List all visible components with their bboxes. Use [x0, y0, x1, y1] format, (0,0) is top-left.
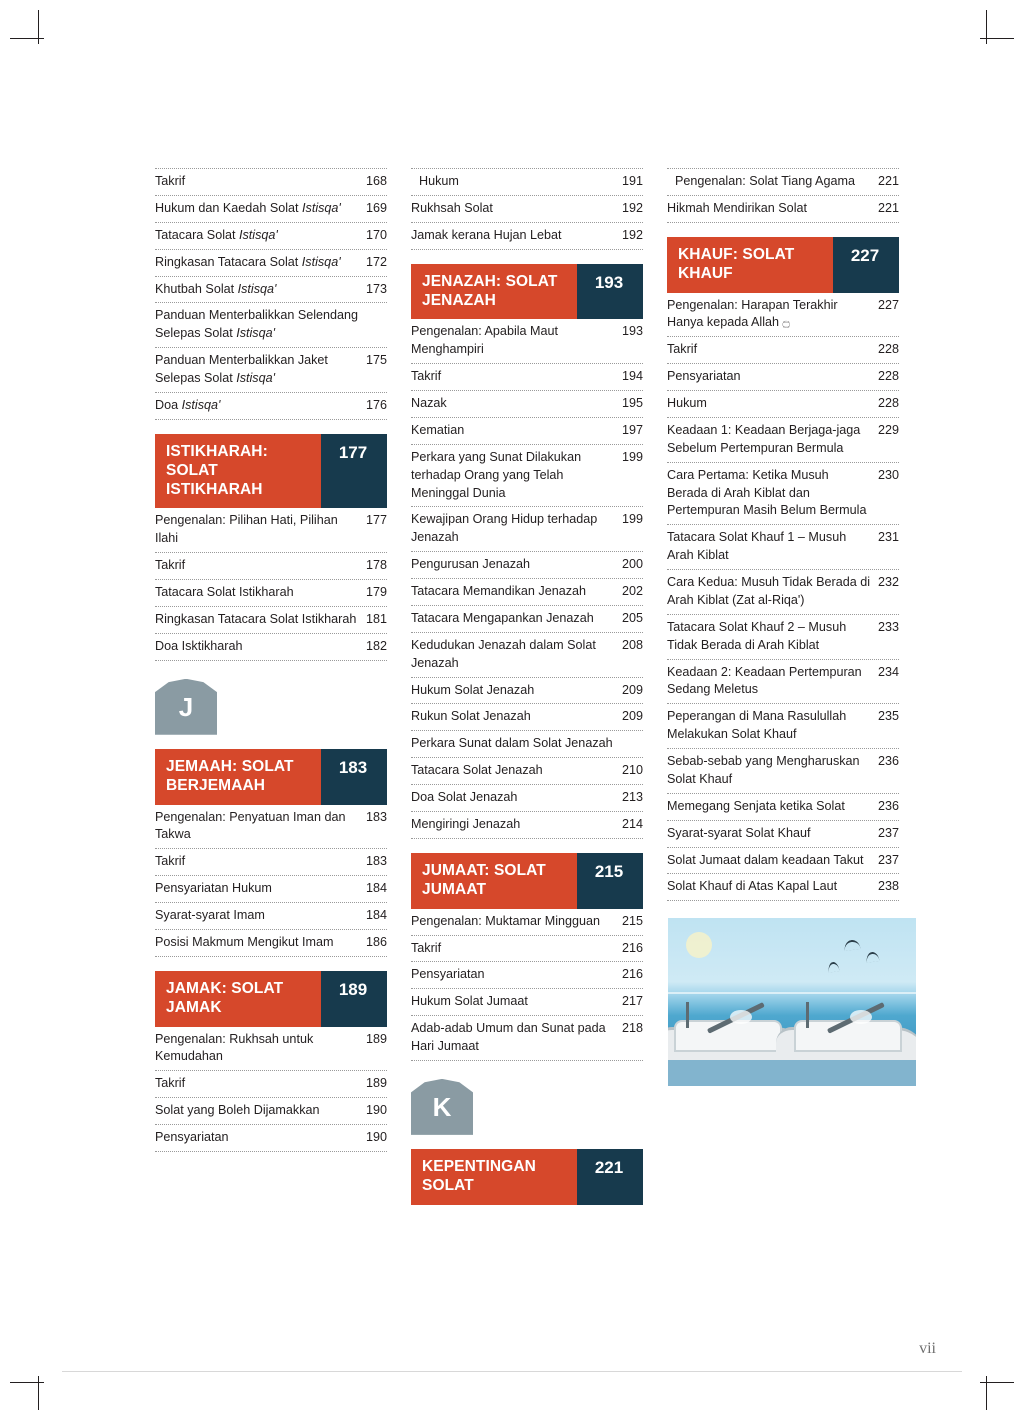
toc-section-page: 227	[833, 237, 899, 293]
toc-entry[interactable]	[667, 364, 899, 391]
toc-entry[interactable]	[155, 1125, 387, 1152]
toc-entry-title: Tatacara Memandikan Jenazah	[411, 584, 587, 599]
page-number: vii	[919, 1340, 936, 1357]
toc-entry-page: 199	[621, 512, 643, 527]
toc-entry[interactable]	[155, 553, 387, 580]
toc-entry-page: 169	[365, 200, 387, 215]
toc-entry-page: 237	[877, 852, 899, 867]
toc-entry-title: Nazak	[411, 396, 447, 411]
toc-entry[interactable]	[667, 794, 899, 821]
toc-entry-page: 168	[365, 174, 387, 188]
toc-entry-title: Pengenalan: Solat Tiang Agama	[675, 174, 855, 188]
toc-entry[interactable]	[667, 660, 899, 705]
toc-entry-page: 176	[365, 397, 387, 412]
toc-entry-page: 189	[365, 1076, 387, 1091]
toc-entry-page: 210	[621, 763, 643, 778]
toc-section-page: 189	[321, 971, 387, 1027]
toc-columns	[155, 168, 900, 1205]
toc-entry-title: Perkara Sunat dalam Solat Jenazah	[411, 736, 613, 751]
toc-entry[interactable]	[411, 731, 643, 758]
toc-entry-page: 234	[877, 664, 899, 679]
toc-entry[interactable]	[667, 874, 899, 901]
toc-section-page: 177	[321, 434, 387, 509]
toc-entry-title: Cara Pertama: Ketika Musuh Berada di Arah Kiblat dan Pertempuran Masih Belum Bermula	[667, 467, 867, 518]
toc-entry[interactable]	[667, 570, 899, 615]
toc-entry[interactable]	[155, 876, 387, 903]
toc-section-title: JUMAAT: SOLAT JUMAAT	[411, 853, 577, 909]
toc-entry-page: 227	[877, 297, 899, 312]
toc-entry-title: Panduan Menterbalikkan Selendang Selepas Solat Istisqa'	[155, 308, 359, 341]
sea-waves	[668, 1060, 916, 1086]
toc-entry-title: Kedudukan Jenazah dalam Solat Jenazah	[411, 637, 596, 670]
toc-entry-title: Pensyariatan Hukum	[155, 881, 272, 896]
toc-entry-title: Pengurusan Jenazah	[411, 557, 531, 572]
bird-icon	[827, 962, 839, 973]
toc-entry-title: Pengenalan: Pilihan Hati, Pilihan Ilahi	[155, 513, 338, 546]
toc-entry[interactable]	[411, 445, 643, 508]
toc-entry-page: 190	[365, 1130, 387, 1145]
toc-entry-title: Pengenalan: Penyatuan Iman dan Takwa	[155, 809, 346, 842]
toc-section-header[interactable]	[155, 749, 387, 805]
toc-entry-title: Panduan Menterbalikkan Jaket Selepas Solat Istisqa'	[155, 353, 328, 385]
toc-entry[interactable]	[155, 903, 387, 930]
toc-entry-title: Khutbah Solat Istisqa'	[155, 281, 277, 296]
sun-icon	[686, 932, 712, 958]
toc-entry-page: 192	[621, 227, 643, 242]
toc-entry-page: 216	[621, 940, 643, 955]
toc-section-title: JENAZAH: SOLAT JENAZAH	[411, 264, 577, 320]
toc-entry-title: Tatacara Solat Khauf 2 – Musuh Tidak Berada di Arah Kiblat	[667, 619, 847, 652]
toc-entry[interactable]	[155, 1027, 387, 1072]
toc-entry[interactable]	[155, 930, 387, 957]
toc-section-title: KHAUF: SOLAT KHAUF	[667, 237, 833, 293]
toc-entry[interactable]	[155, 393, 387, 420]
toc-entry-page: 215	[621, 913, 643, 928]
toc-entry[interactable]	[411, 989, 643, 1016]
toc-entry[interactable]	[155, 805, 387, 850]
toc-entry-page: 230	[877, 467, 899, 482]
toc-entry[interactable]	[411, 909, 643, 936]
toc-entry[interactable]	[155, 168, 387, 196]
badge-letter: K	[432, 1091, 452, 1122]
toc-entry[interactable]	[411, 785, 643, 812]
toc-section-header[interactable]	[155, 971, 387, 1027]
toc-entry-page: 221	[877, 200, 899, 215]
toc-entry-page: 199	[621, 449, 643, 464]
toc-entry-page: 228	[877, 342, 899, 357]
toc-entry-page: 216	[621, 967, 643, 982]
toc-entry-title: Keadaan 1: Keadaan Berjaga-jaga Sebelum Pertempuran Bermula	[667, 422, 861, 455]
toc-entry-title: Takrif	[155, 174, 186, 188]
warships-at-sea-illustration	[667, 917, 917, 1087]
toc-entry-page: 231	[877, 530, 899, 545]
toc-entry-page: 202	[621, 584, 643, 599]
toc-entry[interactable]	[155, 508, 387, 553]
toc-entry-page: 213	[621, 790, 643, 805]
toc-entry[interactable]	[411, 758, 643, 785]
toc-entry-title: Solat yang Boleh Dijamakkan	[155, 1103, 320, 1118]
toc-entry-title: Adab-adab Umum dan Sunat pada Hari Jumaat	[411, 1021, 606, 1053]
toc-entry[interactable]	[411, 962, 643, 989]
toc-column	[155, 168, 387, 1205]
toc-entry-page: 173	[365, 281, 387, 296]
toc-entry[interactable]	[411, 319, 643, 364]
toc-entry-page: 236	[877, 798, 899, 813]
toc-entry-page: 217	[621, 994, 643, 1009]
toc-entry[interactable]	[667, 704, 899, 749]
toc-entry-page: 190	[365, 1103, 387, 1118]
toc-entry[interactable]	[411, 936, 643, 963]
toc-entry-page: 184	[365, 881, 387, 896]
toc-entry-title: Rukhsah Solat	[411, 200, 493, 215]
toc-entry-page: 209	[621, 709, 643, 724]
toc-entry-title: Takrif	[155, 1076, 186, 1091]
toc-entry-page: 175	[365, 353, 387, 368]
toc-entry-title: Takrif	[411, 940, 442, 955]
toc-entry[interactable]	[155, 1071, 387, 1098]
toc-entry[interactable]	[667, 168, 899, 196]
toc-entry-title: Doa Solat Jenazah	[411, 790, 518, 805]
toc-section-header[interactable]	[411, 853, 643, 909]
toc-entry-page: 181	[365, 611, 387, 626]
toc-entry-title: Hukum Solat Jumaat	[411, 994, 528, 1009]
toc-entry-page: 233	[877, 619, 899, 634]
toc-entry-page: 237	[877, 825, 899, 840]
toc-entry-title: Pensyariatan	[411, 967, 485, 982]
toc-entry[interactable]	[411, 704, 643, 731]
toc-section-title: KEPENTINGAN SOLAT	[411, 1149, 577, 1205]
toc-entry-page: 194	[621, 369, 643, 384]
toc-entry-page: 172	[365, 254, 387, 269]
toc-entry-title: Pengenalan: Muktamar Mingguan	[411, 913, 601, 928]
crop-mark	[980, 1382, 1014, 1383]
toc-entry-page: 183	[365, 809, 387, 824]
toc-entry[interactable]	[411, 812, 643, 839]
toc-entry-title: Memegang Senjata ketika Solat	[667, 798, 845, 813]
toc-entry[interactable]	[667, 848, 899, 875]
toc-section-header[interactable]	[411, 264, 643, 320]
toc-entry[interactable]	[155, 634, 387, 661]
toc-entry-title: Rukun Solat Jenazah	[411, 709, 531, 724]
toc-entry-title: Pengenalan: Rukhsah untuk Kemudahan	[155, 1031, 314, 1064]
toc-entry[interactable]	[411, 391, 643, 418]
toc-entry[interactable]	[411, 223, 643, 250]
toc-entry-title: Ringkasan Tatacara Solat Istisqa'	[155, 254, 341, 269]
toc-entry-page: 238	[877, 879, 899, 894]
toc-entry[interactable]	[667, 463, 899, 526]
toc-entry-title: Hukum	[667, 396, 707, 411]
toc-entry[interactable]	[155, 250, 387, 277]
toc-entry[interactable]	[667, 293, 899, 338]
toc-entry[interactable]	[155, 277, 387, 304]
toc-entry-page: 214	[621, 816, 643, 831]
toc-entry[interactable]	[411, 606, 643, 633]
toc-section-title: ISTIKHARAH: SOLAT ISTIKHARAH	[155, 434, 321, 509]
toc-entry[interactable]	[411, 507, 643, 552]
toc-entry-title: Mengiringi Jenazah	[411, 816, 521, 831]
toc-entry[interactable]	[155, 580, 387, 607]
toc-entry-title: Pensyariatan	[667, 369, 741, 384]
toc-entry-page: 183	[365, 854, 387, 869]
toc-entry-page: 228	[877, 396, 899, 411]
toc-entry[interactable]	[411, 678, 643, 705]
toc-entry-title: Hukum Solat Jenazah	[411, 682, 535, 697]
toc-section-header[interactable]	[155, 434, 387, 509]
toc-column	[667, 168, 899, 1205]
bird-icon	[865, 951, 879, 963]
bird-icon	[843, 939, 860, 951]
toc-entry-page: 182	[365, 638, 387, 653]
toc-entry-title: Cara Kedua: Musuh Tidak Berada di Arah Kiblat (Zat al-Riqa')	[667, 575, 871, 607]
toc-entry[interactable]	[411, 418, 643, 445]
toc-entry-title: Keadaan 2: Keadaan Pertempuran Sedang Meletus	[667, 664, 862, 697]
toc-entry-title: Takrif	[155, 558, 186, 573]
toc-section-header[interactable]	[667, 237, 899, 293]
toc-section-page: 193	[577, 264, 643, 320]
toc-entry[interactable]	[411, 633, 643, 678]
toc-entry-page: 193	[621, 324, 643, 339]
toc-entry-page: 186	[365, 934, 387, 949]
toc-entry-title: Doa Istisqa'	[155, 397, 221, 412]
toc-entry-page: 178	[365, 558, 387, 573]
toc-entry[interactable]	[155, 607, 387, 634]
toc-entry[interactable]	[667, 391, 899, 418]
toc-entry-page: 192	[621, 200, 643, 215]
toc-entry-page: 209	[621, 682, 643, 697]
toc-entry[interactable]	[667, 615, 899, 660]
toc-entry-title: Perkara yang Sunat Dilakukan terhadap Orang yang Telah Meninggal Dunia	[411, 449, 582, 500]
toc-entry-title: Kewajipan Orang Hidup terhadap Jenazah	[411, 512, 598, 545]
toc-entry[interactable]	[667, 821, 899, 848]
toc-entry-page: 197	[621, 422, 643, 437]
toc-entry[interactable]	[155, 1098, 387, 1125]
toc-entry-title: Syarat-syarat Imam	[155, 908, 265, 923]
toc-section-header[interactable]	[411, 1149, 643, 1205]
toc-entry-title: Hikmah Mendirikan Solat	[667, 200, 807, 215]
toc-entry-title: Tatacara Solat Istikharah	[155, 585, 294, 600]
toc-section-page: 215	[577, 853, 643, 909]
toc-entry-page: 235	[877, 709, 899, 724]
toc-entry[interactable]	[155, 303, 387, 348]
toc-entry-page: 205	[621, 610, 643, 625]
toc-entry-page: 218	[621, 1021, 643, 1036]
toc-entry-title: Tatacara Solat Jenazah	[411, 763, 543, 778]
toc-entry-title: Takrif	[667, 342, 698, 357]
toc-entry-title: Solat Jumaat dalam keadaan Takut	[667, 852, 864, 867]
toc-entry-page: 228	[877, 369, 899, 384]
toc-entry-title: Takrif	[155, 854, 186, 869]
toc-entry[interactable]	[411, 168, 643, 196]
toc-entry-page: 179	[365, 585, 387, 600]
toc-entry-page: 195	[621, 396, 643, 411]
toc-entry-title: Tatacara Solat Istisqa'	[155, 227, 278, 242]
toc-entry[interactable]	[155, 348, 387, 393]
toc-entry[interactable]	[667, 749, 899, 794]
toc-entry[interactable]	[411, 196, 643, 223]
toc-entry[interactable]	[667, 418, 899, 463]
toc-entry-title: Pensyariatan	[155, 1130, 229, 1145]
toc-entry-title: Hukum dan Kaedah Solat Istisqa'	[155, 200, 341, 215]
crop-mark	[10, 38, 44, 39]
toc-entry-title: Kematian	[411, 422, 465, 437]
toc-entry-title: Hukum	[419, 174, 459, 188]
crop-mark	[10, 1382, 44, 1383]
toc-entry[interactable]	[411, 552, 643, 579]
toc-entry-title: Doa Isktikharah	[155, 638, 243, 653]
toc-entry-title: Pengenalan: Harapan Terakhir Hanya kepada Allah ۝	[667, 297, 838, 330]
toc-entry-title: Syarat-syarat Solat Khauf	[667, 825, 811, 840]
toc-entry-title: Tatacara Mengapankan Jenazah	[411, 610, 594, 625]
toc-entry-page: 221	[877, 174, 899, 188]
toc-entry-page: 191	[621, 174, 643, 188]
toc-entry-title: Pengenalan: Apabila Maut Menghampiri	[411, 324, 559, 357]
toc-entry-title: Tatacara Solat Khauf 1 – Musuh Arah Kiblat	[667, 530, 847, 563]
toc-entry-title: Sebab-sebab yang Mengharuskan Solat Khauf	[667, 754, 860, 786]
toc-section-page: 221	[577, 1149, 643, 1205]
toc-entry-title: Peperangan di Mana Rasulullah Melakukan Solat Khauf	[667, 709, 847, 742]
toc-section-title: JEMAAH: SOLAT BERJEMAAH	[155, 749, 321, 805]
toc-entry[interactable]	[155, 223, 387, 250]
toc-entry-title: Ringkasan Tatacara Solat Istikharah	[155, 611, 357, 626]
toc-entry[interactable]	[411, 1016, 643, 1061]
section-letter-badge	[411, 1079, 473, 1135]
toc-entry[interactable]	[667, 337, 899, 364]
crop-mark	[980, 38, 1014, 39]
toc-entry[interactable]	[155, 196, 387, 223]
toc-entry[interactable]	[667, 525, 899, 570]
footer-rule	[62, 1371, 962, 1372]
toc-entry[interactable]	[155, 849, 387, 876]
toc-section-title: JAMAK: SOLAT JAMAK	[155, 971, 321, 1027]
toc-column	[411, 168, 643, 1205]
toc-entry-page: 177	[365, 513, 387, 528]
toc-entry-page: 236	[877, 754, 899, 769]
toc-entry-page: 189	[365, 1031, 387, 1046]
toc-entry-title: Jamak kerana Hujan Lebat	[411, 227, 562, 242]
toc-entry[interactable]	[411, 364, 643, 391]
toc-entry[interactable]	[667, 196, 899, 223]
badge-letter: J	[178, 691, 194, 722]
toc-entry-page: 232	[877, 575, 899, 590]
toc-entry[interactable]	[411, 579, 643, 606]
section-letter-badge	[155, 679, 217, 735]
toc-entry-page: 170	[365, 227, 387, 242]
toc-entry-page: 208	[621, 637, 643, 652]
toc-entry-page: 229	[877, 422, 899, 437]
toc-entry-title: Solat Khauf di Atas Kapal Laut	[667, 879, 838, 894]
toc-entry-title: Posisi Makmum Mengikut Imam	[155, 934, 334, 949]
toc-entry-page: 184	[365, 908, 387, 923]
toc-entry-page: 200	[621, 557, 643, 572]
toc-section-page: 183	[321, 749, 387, 805]
toc-entry-title: Takrif	[411, 369, 442, 384]
